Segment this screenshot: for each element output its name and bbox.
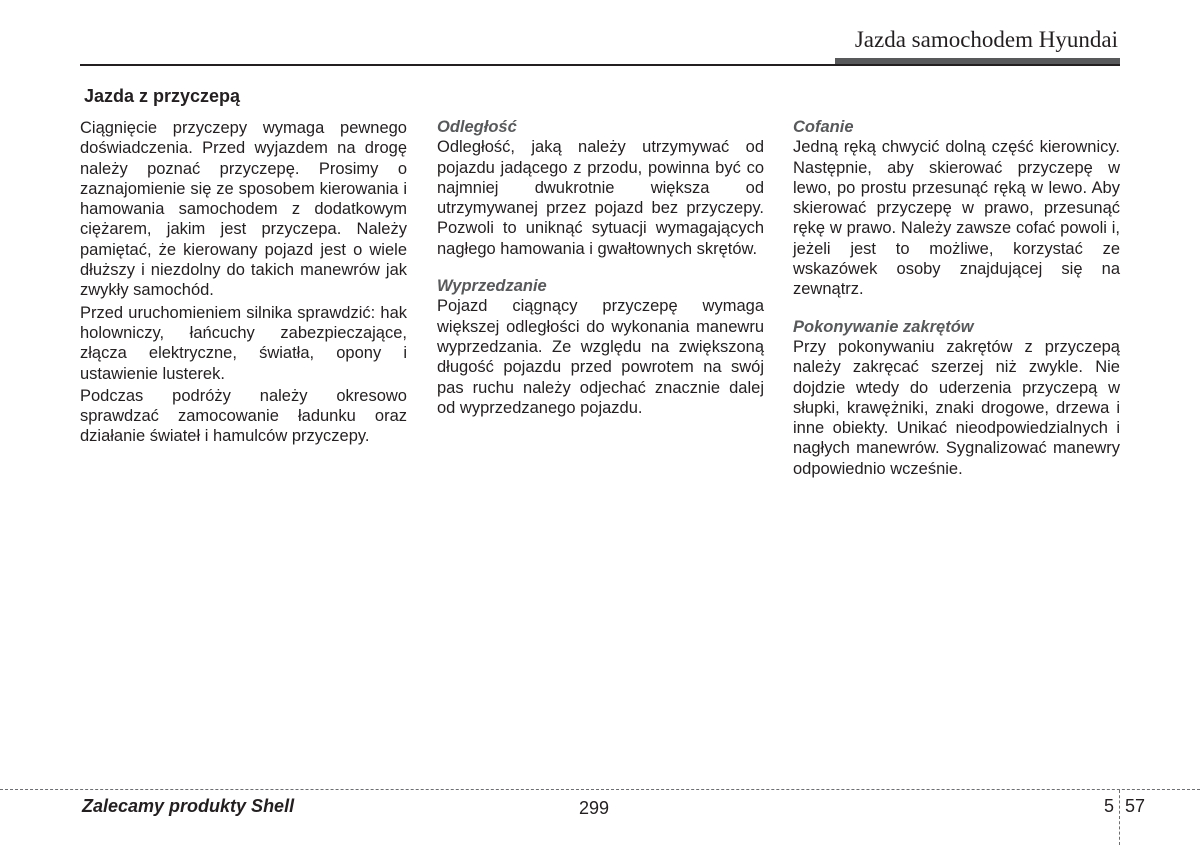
subheading-distance: Odległość (437, 118, 517, 136)
paragraph: Ciągnięcie przyczepy wymaga pewnego doświadczenia. Przed wyjazdem na drogę należy poznać przyczepę. Prosimy o zaznajomienie się ze sposobem kierowania i hamowania samochodem z dodatkowym ciężarem, jakim jest przyczepa. Należy pamiętać, że kierowany pojazd jest o wiele dłuższy i niezdolny do takich manewrów jak zwykły samochód. (80, 119, 407, 300)
subheading-turning: Pokonywanie zakrętów (793, 317, 974, 336)
paragraph: Pojazd ciągnący przyczepę wymaga większej odległości do wykonania manewru wyprzedzania. Ze względu na zwiększoną długość pojazdu przed powrotem na swój pas ruchu należy odjechać znacznie dalej od wyprzedzanego pojazdu. (437, 297, 764, 417)
subheading-reversing: Cofanie (793, 118, 854, 136)
section-gap (793, 302, 1120, 317)
footer-promo-text: Zalecamy produkty Shell (82, 796, 295, 816)
section-gap (437, 261, 764, 276)
paragraph: Odległość, jaką należy utrzymywać od pojazdu jadącego z przodu, powinna być co najmniej dwukrotnie większa od utrzymywanej przez pojazd bez przyczepy. Pozwoli to uniknąć sytuacji wymagających nagłego hamowania i gwałtownych skrętów. (437, 138, 764, 258)
column-middle (437, 117, 764, 420)
section-title: Jazda z przyczepą (84, 86, 241, 106)
paragraph: Przed uruchomieniem silnika sprawdzić: hak holowniczy, łańcuchy zabezpieczające, złącza elektryczne, światła, opony i ustawienie lusterek. (80, 303, 407, 383)
subheading-overtaking: Wyprzedzanie (437, 277, 547, 296)
column-right (793, 117, 1120, 481)
header-rule (80, 64, 1120, 66)
footer-divider (1119, 790, 1120, 845)
paragraph: Podczas podróży należy okresowo sprawdzać zamocowanie ładunku oraz działanie świateł i hamulców przyczepy. (80, 386, 407, 446)
paragraph: Jedną ręką chwycić dolną część kierownicy. Następnie, aby skierować przyczepę w lewo, po prostu przesunąć ręką w lewo. Aby skierować przyczepę w prawo, przesunąć rękę w prawo. Należy zawsze cofać powoli i, jeżeli jest to możliwe, korzystać ze wskazówek osoby znajdującej się na zewnątrz. (793, 138, 1120, 299)
paragraph: Przy pokonywaniu zakrętów z przyczepą należy zakręcać szerzej niż zwykle. Nie dojdzie wtedy do uderzenia przyczepą w słupki, krawężniki, znaki drogowe, drzewa i inne obiekty. Unikać nieodpowiedzialnych i nagłych manewrów. Sygnalizować manewry odpowiednio wcześnie. (793, 337, 1120, 478)
column-left (80, 118, 407, 449)
header-title: Jazda samochodem Hyundai (854, 27, 1118, 52)
footer-rule (0, 789, 1200, 790)
footer-sheet-number: 299 (579, 798, 610, 818)
footer-section-number: 5 (1104, 796, 1115, 816)
footer-page-number: 57 (1125, 796, 1146, 816)
